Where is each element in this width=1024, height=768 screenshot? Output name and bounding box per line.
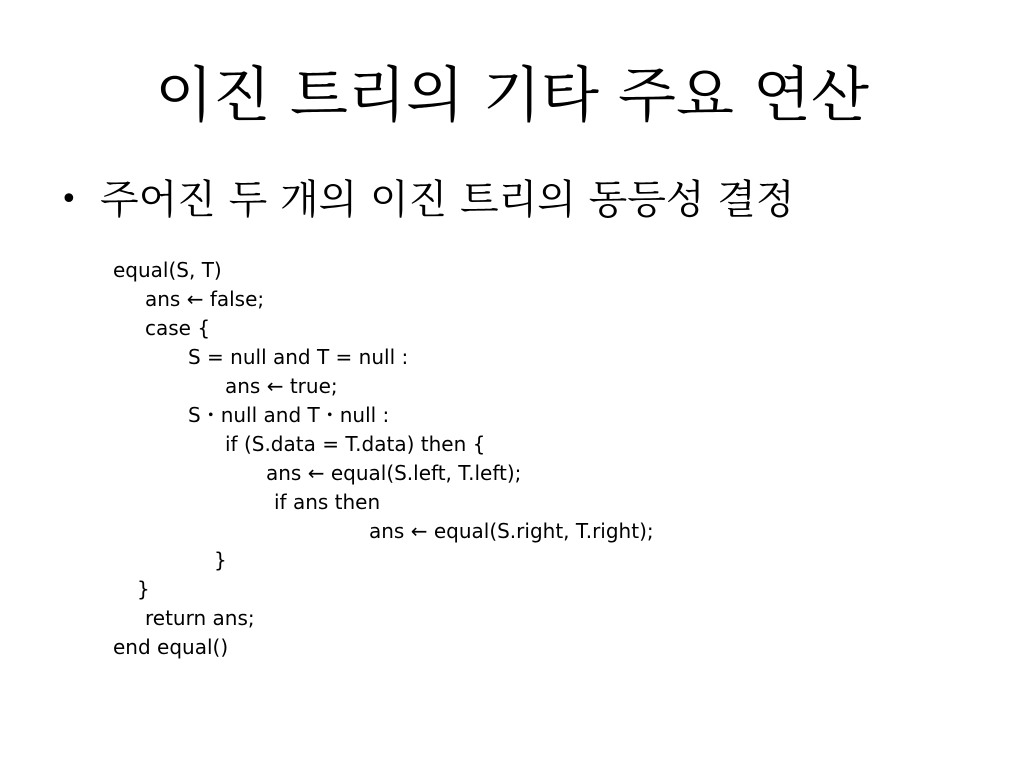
code-line: end equal() xyxy=(113,635,229,659)
code-line: ans ← false; xyxy=(145,287,265,311)
code-line: equal(S, T) xyxy=(113,258,222,282)
code-line: } xyxy=(137,577,150,601)
code-line: S = null and T = null : xyxy=(188,345,409,369)
slide-title: 이진 트리의 기타 주요 연산 xyxy=(155,61,869,131)
bullet-text: 주어진 두 개의 이진 트리의 동등성 결정 xyxy=(100,177,795,223)
code-line: ans ← true; xyxy=(225,374,338,398)
code-line: S・null and T・null : xyxy=(188,403,390,427)
bullet-item xyxy=(60,172,795,228)
bullet-dot: • xyxy=(60,182,78,217)
code-line: ans ← equal(S.right, T.right); xyxy=(369,519,654,543)
code-line: if ans then xyxy=(274,490,381,514)
code-line: } xyxy=(214,548,227,572)
code-line: ans ← equal(S.left, T.left); xyxy=(266,461,522,485)
code-line: if (S.data = T.data) then { xyxy=(225,432,486,456)
code-line: return ans; xyxy=(145,606,255,630)
code-line: case { xyxy=(145,316,211,340)
